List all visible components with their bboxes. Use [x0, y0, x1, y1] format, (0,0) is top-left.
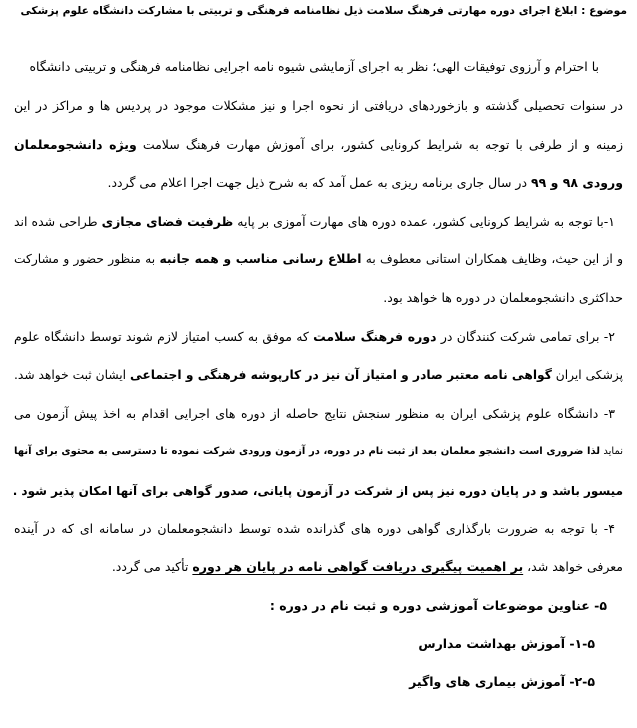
- item2-line-2: [14, 366, 623, 384]
- item5-sub-2: ۲-۵- آموزش بیماری های واگیر: [409, 674, 595, 689]
- item4-line-2: [14, 558, 623, 576]
- item5-title: ۵- عناوین موضوعات آموزشی دوره و ثبت نام در دوره :: [269, 598, 607, 613]
- item5-sub-1: ۱-۵- آموزش بهداشت مدارس: [418, 636, 595, 651]
- item4-line-2-end: تأکید می گردد.: [111, 559, 193, 574]
- item1-line-2-bold: اطلاع رسانی مناسب و همه جانبه: [159, 252, 362, 266]
- intro-line-4-text: در سال جاری برنامه ریزی به عمل آمد که به شرح ذیل جهت اجرا اعلام می گردد.: [107, 175, 532, 190]
- item2-line-1-text: ۲- برای تمامی شرکت کنندگان در: [436, 329, 615, 344]
- item3-line-3: میسور باشد و در پایان دوره نیز پس از شرکت در آزمون پایانی، صدور گواهی برای آنها امکان پذیر شود .: [12, 484, 623, 498]
- item2-line-1-end: که موفق به کسب امتیاز لازم شوند توسط دانشگاه علوم: [14, 329, 314, 344]
- item3-line-1: ۳- دانشگاه علوم پزشکی ایران به منظور سنجش نتایج حاصله از دوره های اجرایی اقدام به اخذ پیش آزمون می: [14, 406, 615, 421]
- intro-line-3-bold: ویژه دانشجومعلمان: [14, 137, 137, 152]
- subject-text: ابلاغ اجرای دوره مهارتی فرهنگ سلامت ذیل نظامنامه فرهنگی و تربیتی با مشارکت دانشگاه علوم پزشکی: [20, 4, 578, 17]
- item2-line-1: [14, 328, 615, 346]
- item2-line-2-end: ایشان ثبت خواهد شد.: [14, 368, 130, 382]
- intro-line-1: با احترام و آرزوی توفیقات الهی؛ نظر به اجرای آزمایشی شیوه نامه اجرایی نظامنامه فرهنگی و تربیتی دانشگاه: [29, 59, 599, 74]
- item1-line-2-text: و از این حیث، وظایف همکاران استانی معطوف به: [361, 252, 624, 266]
- item4-line-2-underlined: بر اهمیت پیگیری دریافت گواهی نامه در پایان هر دوره: [192, 559, 524, 574]
- intro-line-2: در سنوات تحصیلی گذشته و بازخوردهای دریافتی از نحوه اجرا و نیز مشکلات موجود در پردیس ها و مراکز در این: [14, 98, 623, 113]
- item1-line-1-end: طراحی شده اند: [14, 214, 102, 229]
- item1-line-2-end: به منظور حضور و مشارکت: [14, 252, 160, 266]
- intro-line-3-text: زمینه و از طرفی با توجه به شرایط کرونایی کشور، برای آموزش مهارت فرهنگ سلامت: [136, 137, 623, 152]
- subject-line: [8, 2, 627, 20]
- intro-line-4-bold: ورودی ۹۸ و ۹۹: [531, 175, 623, 190]
- item3-line-2: [14, 443, 623, 461]
- item2-line-2-text: پزشکی ایران: [551, 368, 623, 382]
- item3-line-2-text: نماید: [600, 446, 624, 457]
- intro-line-3: [14, 136, 623, 154]
- item4-line-2-text: معرفی خواهد شد،: [523, 559, 623, 574]
- item1-line-3: حداکثری دانشجومعلمان در دوره ها خواهد بود.: [383, 290, 623, 305]
- intro-line-4: [14, 174, 623, 192]
- item3-line-2-bold: لذا ضروری است دانشجو معلمان بعد از ثبت نام در دوره، در آزمون ورودی شرکت نموده تا دسترسی به محتوی برای آنها: [14, 446, 601, 457]
- item1-line-1-bold: ظرفیت فضای مجازی: [101, 214, 234, 229]
- item2-line-2-bold: گواهی نامه معتبر صادر و امتیاز آن نیز در کارپوشه فرهنگی و اجتماعی: [129, 368, 552, 382]
- item1-line-1-text: ۱-با توجه به شرایط کرونایی کشور، عمده دوره های مهارت آموزی بر پایه: [233, 214, 615, 229]
- item2-line-1-bold: دوره فرهنگ سلامت: [313, 329, 437, 344]
- item4-line-1: ۴- با توجه به ضرورت بارگذاری گواهی دوره های گذرانده شده توسط دانشجومعلمان در سامانه ای که در آینده: [14, 521, 615, 536]
- item1-line-2: [14, 250, 623, 268]
- subject-label: موضوع :: [581, 4, 627, 17]
- item1-line-1: [14, 213, 615, 231]
